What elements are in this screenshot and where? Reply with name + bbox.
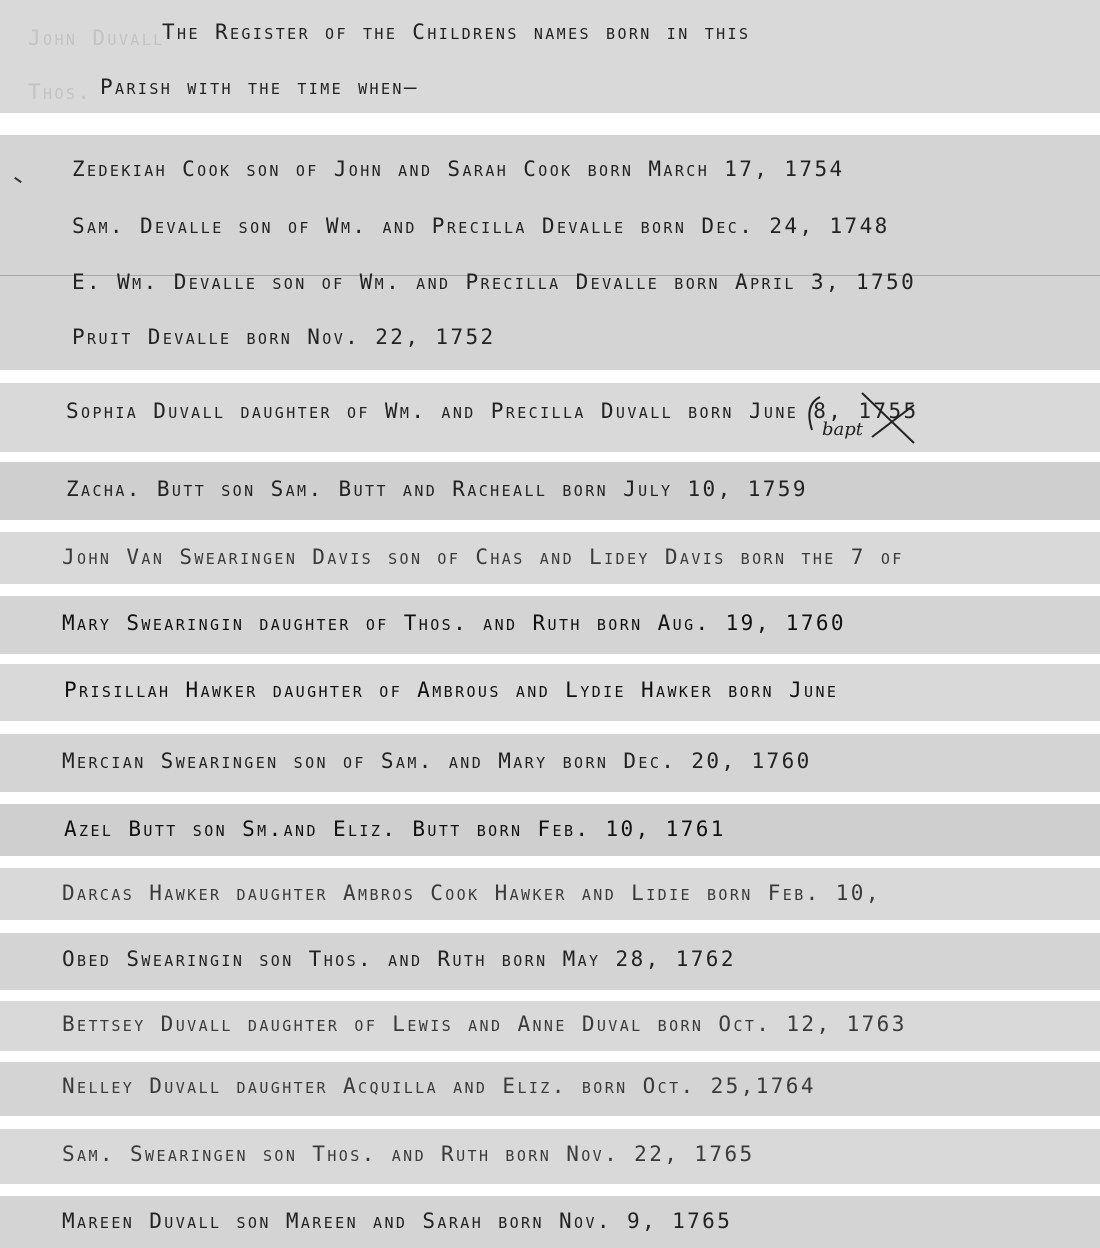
bleed-through-text: John Duvall bbox=[28, 26, 165, 50]
entry-strip-bettsey bbox=[0, 1001, 1100, 1051]
entry-mareen-duvall: Mareen Duvall son Mareen and Sarah born Nov. 9, 1765 bbox=[62, 1209, 733, 1233]
entry-prisillah-hawker: Prisillah Hawker daughter of Ambrous and Lydie Hawker born June bbox=[64, 678, 839, 702]
entry-strip-mary bbox=[0, 596, 1100, 654]
entry-mary-swearingin: Mary Swearingin daughter of Thos. and Ruth born Aug. 19, 1760 bbox=[62, 611, 846, 635]
entry-strip-prisillah bbox=[0, 664, 1100, 721]
bapt-annotation: bapt bbox=[822, 419, 864, 440]
entry-zedekiah-cook: Zedekiah Cook son of John and Sarah Cook born March 17, 1754 bbox=[72, 157, 845, 181]
entry-strip-mercian bbox=[0, 734, 1100, 792]
entry-strip-davis bbox=[0, 532, 1100, 584]
entry-bettsey-duvall: Bettsey Duvall daughter of Lewis and Anne Duval born Oct. 12, 1763 bbox=[62, 1012, 907, 1036]
entry-strip-darcas bbox=[0, 868, 1100, 920]
entry-strip-nelley bbox=[0, 1062, 1100, 1116]
entry-e-wm-devalle: E. Wm. Devalle son of Wm. and Precilla Devalle born April 3, 1750 bbox=[72, 270, 917, 294]
header-strip bbox=[0, 0, 1100, 113]
entry-john-van-swearingen-davis: John Van Swearingen Davis son of Chas and Lidey Davis born the 7 of bbox=[62, 545, 904, 569]
entry-obed-swearingin: Obed Swearingin son Thos. and Ruth born May 28, 1762 bbox=[62, 947, 736, 971]
entry-strip-sam-swearingen bbox=[0, 1129, 1100, 1184]
entry-strip-azel bbox=[0, 804, 1100, 856]
entry-strip-sophia bbox=[0, 383, 1100, 452]
bleed-through-text: Thos. bbox=[28, 80, 93, 104]
register-title: The Register of the Childrens names born in this bbox=[162, 20, 751, 44]
entry-sam-devalle: Sam. Devalle son of Wm. and Precilla Devalle born Dec. 24, 1748 bbox=[72, 214, 890, 238]
entry-azel-butt: Azel Butt son Sm.and Eliz. Butt born Feb. 10, 1761 bbox=[64, 817, 726, 841]
entry-darcas-hawker: Darcas Hawker daughter Ambros Cook Hawker and Lidie born Feb. 10, bbox=[62, 881, 881, 905]
entries-strip-1 bbox=[0, 135, 1100, 370]
entry-sam-swearingen: Sam. Swearingen son Thos. and Ruth born Nov. 22, 1765 bbox=[62, 1142, 755, 1166]
register-subtitle: Parish with the time when— bbox=[100, 75, 419, 99]
entry-strip-mareen bbox=[0, 1196, 1100, 1248]
entry-strip-zacha bbox=[0, 462, 1100, 520]
entry-mercian-swearingen: Mercian Swearingen son of Sam. and Mary born Dec. 20, 1760 bbox=[62, 749, 812, 773]
entry-pruit-devalle: Pruit Devalle born Nov. 22, 1752 bbox=[72, 325, 496, 349]
ink-mark bbox=[14, 177, 22, 183]
entry-sophia-duvall: Sophia Duvall daughter of Wm. and Precilla Duvall born June 8, 1755 bbox=[66, 399, 919, 423]
entry-strip-obed bbox=[0, 933, 1100, 990]
entry-nelley-duvall: Nelley Duvall daughter Acquilla and Eliz. born Oct. 25,1764 bbox=[62, 1074, 816, 1098]
entry-zacha-butt: Zacha. Butt son Sam. Butt and Racheall born July 10, 1759 bbox=[66, 477, 808, 501]
